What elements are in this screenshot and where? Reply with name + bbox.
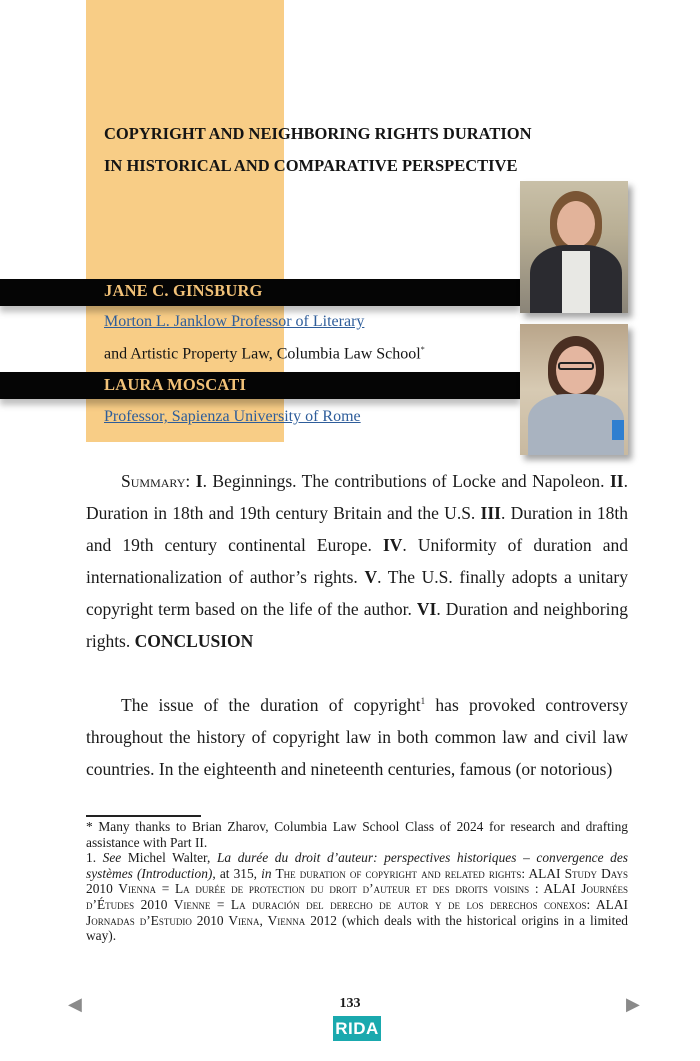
- affiliation-text: and Artistic Property Law, Columbia Law School: [104, 345, 421, 363]
- previous-page-arrow-icon[interactable]: ◀: [68, 994, 82, 1015]
- footnote-1-source: The duration of copyright and related rights: ALAI Study Days 2010 Vienna = La durée de protection du droit d’auteur et des droits voisins : ALAI Journées d’Études 2010 Vienne = La duración del derecho de autor y de los derechos conexos: ALAI Jornadas d’Estudio 2010 Viena, Vienna 2012: [86, 865, 628, 928]
- photo-face: [557, 201, 595, 247]
- photo-badge: [612, 420, 624, 440]
- affiliation-footnote-mark[interactable]: *: [420, 345, 425, 354]
- summary-text-1: . Beginnings. The contributions of Locke and Napoleon.: [202, 471, 610, 491]
- summary-text-4: . Uniformity of duration and internationalization of author’s rights.: [86, 535, 629, 587]
- author-affiliation-link-moscati[interactable]: Professor, Sapienza University of Rome: [104, 408, 361, 425]
- footnote-star: * Many thanks to Brian Zharov, Columbia Law School Class of 2024 for research and drafting assistance with Part II.: [86, 819, 628, 850]
- author-photo-moscati: [520, 324, 628, 455]
- summary-paragraph: [86, 465, 628, 657]
- author-name-moscati: LAURA MOSCATI: [104, 375, 247, 394]
- page-number: 133: [339, 996, 361, 1011]
- footnote-ref-1[interactable]: 1: [420, 696, 426, 707]
- summary-num-4: IV: [382, 535, 403, 555]
- footnote-1-page: , at 315,: [212, 865, 262, 881]
- footnote-1: [86, 850, 628, 944]
- author-photo-ginsburg: [520, 181, 628, 313]
- photo-glasses: [558, 362, 594, 370]
- body-text-part2: has provoked controversy throughout the history of copyright law in both common law and civil law countries. In the eighteenth and nineteenth centuries, famous (or notorious): [86, 695, 628, 779]
- title-line-2: IN HISTORICAL AND COMPARATIVE PERSPECTIVE: [104, 156, 518, 175]
- summary-num-6: VI: [416, 599, 437, 619]
- summary-num-1: I: [195, 471, 203, 491]
- title-line-1: COPYRIGHT AND NEIGHBORING RIGHTS DURATION: [104, 124, 532, 143]
- footnote-1-see: See: [102, 850, 122, 866]
- summary-num-5: V: [364, 567, 378, 587]
- footnote-1-tail: (which deals with the historical origins in a limited way).: [86, 912, 628, 944]
- summary-num-3: III: [480, 503, 501, 523]
- body-paragraph: [86, 689, 628, 785]
- summary-conclusion: CONCLUSION: [134, 631, 254, 651]
- footnote-1-author: Michel Walter,: [121, 850, 217, 866]
- photo-face: [556, 346, 596, 394]
- footnote-1-in: in: [261, 865, 272, 881]
- summary-num-2: II: [610, 471, 624, 491]
- summary-text-3: . Duration in 18th and 19th century continental Europe.: [86, 503, 629, 555]
- author-bar-2: [0, 372, 520, 399]
- article-title: [104, 118, 574, 182]
- footnote-1-title: La durée du droit d’auteur: perspectives historiques – convergence des systèmes (Introduction): [86, 850, 628, 881]
- summary-text-2: . Duration in 18th and 19th century Britain and the U.S.: [86, 471, 628, 523]
- next-page-arrow-icon[interactable]: ▶: [626, 994, 640, 1015]
- summary-text-5: . The U.S. finally adopts a unitary copyright term based on the life of the author.: [86, 567, 629, 619]
- author-name-ginsburg: JANE C. GINSBURG: [104, 281, 263, 300]
- summary-text-6: . Duration and neighboring rights.: [86, 599, 628, 651]
- footnote-1-num: 1.: [86, 850, 103, 866]
- rida-logo: RIDA: [333, 1016, 381, 1041]
- author-affiliation-ginsburg-line2: [104, 345, 425, 363]
- photo-cardigan: [528, 394, 624, 455]
- footnote-divider: [86, 815, 201, 817]
- summary-label: Summary:: [121, 471, 191, 491]
- photo-shirt: [562, 251, 590, 313]
- body-text-part1: The issue of the duration of copyright: [121, 695, 421, 715]
- footnotes: [86, 819, 628, 944]
- author-affiliation-link-ginsburg[interactable]: Morton L. Janklow Professor of Literary: [104, 313, 365, 330]
